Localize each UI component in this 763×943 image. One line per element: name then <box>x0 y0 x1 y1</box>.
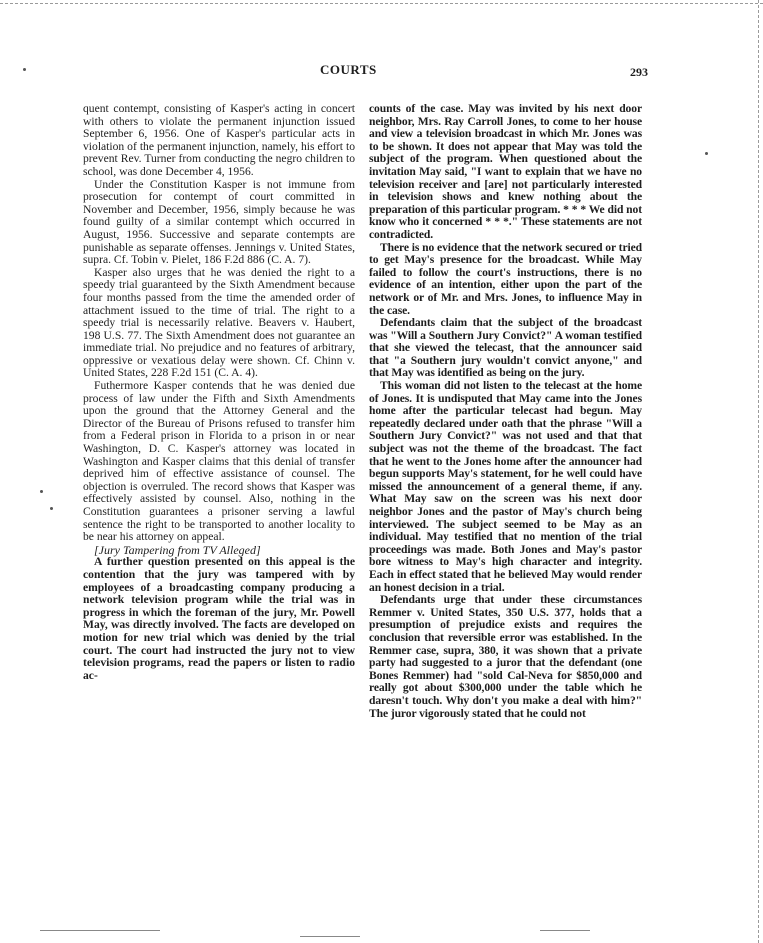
scan-speck <box>705 152 708 155</box>
page-number: 293 <box>630 65 648 79</box>
paragraph: This woman did not listen to the telecast at the home of Jones. It is undisputed that May came into the Jones home after the particular telecast had begun. May repeatedly declared under oath that the phrase "Will a Southern Jury Convict?" was not used and that that subject was not the theme of the broadcast. The fact that he went to the Jones home after the announcer had begun supports May's statement, for he well could have missed the announcement of a general theme, if any. What May saw on the screen was his next door neighbor Jones and the pastor of May's church being interviewed. The subject seemed to be May as an individual. May testified that no mention of the trial proceedings was made. Both Jones and May's pastor bore witness to May's high character and integrity. Each in effect stated that he believed May would render an honest decision in a trial. <box>369 379 643 594</box>
scan-speck <box>40 490 43 493</box>
paragraph: There is no evidence that the network secured or tried to get May's presence for the broadcast. While May failed to follow the court's instructions, there is no evidence of an intention, either upon the part of the network or of Mr. and Mrs. Jones, to influence May in the case. <box>369 240 642 317</box>
scan-scratch <box>300 936 360 937</box>
paragraph: Kasper also urges that he was denied the right to a speedy trial guaranteed by the Sixth Amendment because four months passed from the time the amended order of attachment issued to the time of trial. The right to a speedy trial is necessarily relative. Beavers v. Haubert, 198 U.S. 77. The Sixth Amendment does not guarantee an immediate trial. No prejudice and no features of arbitrary, oppressive or vexatious delay were shown. Cf. Chinn v. United States, 228 F.2d 151 (C. A. 4). <box>83 265 355 380</box>
scan-border-right <box>758 0 759 943</box>
paragraph: counts of the case. May was invited by his next door neighbor, Mrs. Ray Carroll Jones, to come to her house and view a television broadcast in which Mr. Jones was to be shown. It does not appear that May was told the subject of the program. When questioned about the invitation May said, "I want to explain that we have no television receiver and [are] not particularly interested in television shows and knew nothing about the preparation of this particular program. * * * We did not know who it concerned * * *." These statements are not contradicted. <box>369 102 642 241</box>
paragraph: Defendants claim that the subject of the broadcast was "Will a Southern Jury Convict?" A woman testified that she viewed the telecast, that the announcer said that "a Southern jury wouldn't convict anyone," and that May was identified as being on the jury. <box>369 316 642 380</box>
scan-speck <box>50 507 53 510</box>
scan-scratch <box>40 930 160 931</box>
paragraph: Under the Constitution Kasper is not immune from prosecution for contempt of court committed in November and December, 1956, simply because he was found guilty of a similar contempt which occurred in August, 1956. Successive and separate contempts are punishable as separate offenses. Jennings v. United States, supra. Cf. Tobin v. Pielet, 186 F.2d 886 (C. A. 7). <box>83 177 355 267</box>
section-heading: [Jury Tampering from TV Alleged] <box>94 542 261 557</box>
paragraph: A further question presented on this appeal is the contention that the jury was tampered with by employees of a broadcasting company producing a network television program while the trial was in progress in which the foreman of the jury, Mr. Powell May, was directly involved. The facts are developed on motion for new trial which was denied by the trial court. The court had instructed the jury not to view television programs, read the papers or listen to radio ac- <box>83 555 355 682</box>
paragraph: Defendants urge that under these circumstances Remmer v. United States, 350 U.S. 377, holds that a presumption of prejudice exists and requires the conclusion that reversible error was established. In the Remmer case, supra, 380, it was shown that a private party had suggested to a juror that the defendant (one Bones Remmer) had "sold Cal-Neva for $850,000 and really got about $300,000 under the table which he daresn't touch. Why don't you make a deal with him?" The juror vigorously stated that he could not <box>369 593 642 720</box>
scan-speck <box>23 68 26 71</box>
scan-scratch <box>540 930 590 931</box>
paragraph: Futhermore Kasper contends that he was denied due process of law under the Fifth and Sixth Amendments upon the ground that the Attorney General and the Director of the Bureau of Prisons refused to transfer him from a Federal prison in Florida to a prison in or near Washington, D. C. Kasper's attorney was located in Washington and Kasper claims that this denial of transfer deprived him of effective assistance of counsel. The objection is overruled. The record shows that Kasper was effectively assisted by counsel. Also, nothing in the Constitution guarantees a prisoner serving a lawful sentence the right to be transported to another locality to be near his attorney on appeal. <box>83 379 355 544</box>
page-header-title: COURTS <box>320 62 377 77</box>
scan-border-top <box>0 3 763 4</box>
paragraph: quent contempt, consisting of Kasper's acting in concert with others to violate the permanent injunction issued September 6, 1956. One of Kasper's particular acts in violation of the permanent injunction, namely, his effort to prevent Rev. Turner from conducting the negro children to school, was done December 4, 1956. <box>83 102 355 178</box>
right-column <box>369 103 642 720</box>
left-column <box>83 103 355 682</box>
